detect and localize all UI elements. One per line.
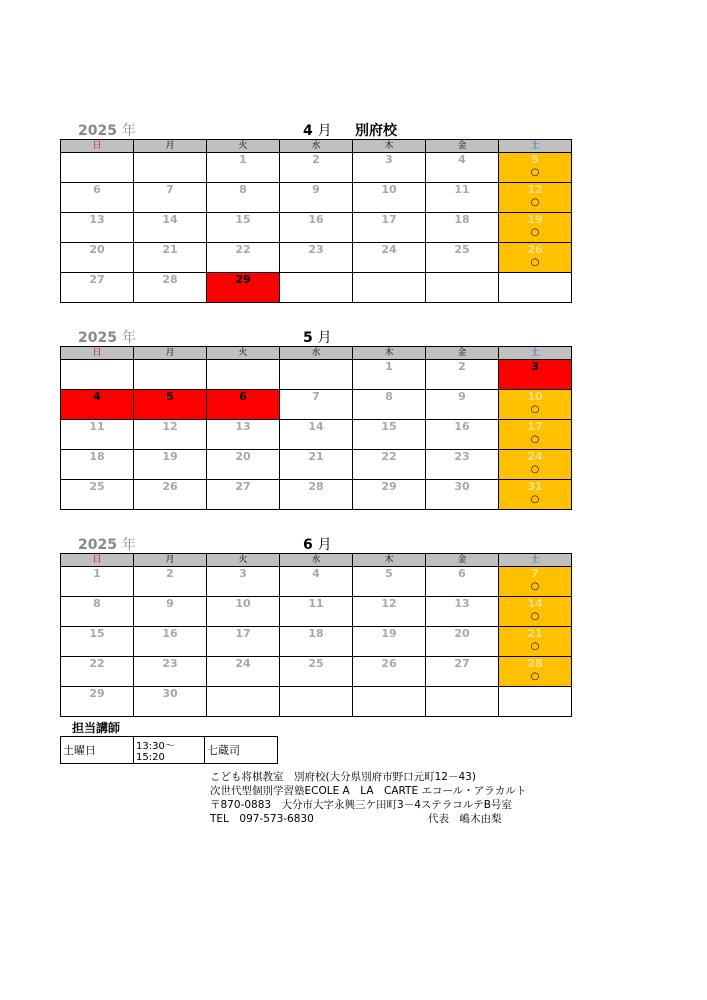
day-cell <box>499 420 572 450</box>
day-cell <box>426 657 499 687</box>
day-cell <box>61 183 134 213</box>
day-cell <box>426 360 499 390</box>
year-label: 2025 年 <box>78 330 136 346</box>
week-row <box>61 420 572 450</box>
day-cell <box>499 273 572 303</box>
day-number <box>134 153 206 167</box>
day-number: 29 <box>89 687 105 700</box>
class-mark-icon: ○ <box>530 464 540 475</box>
day-number: 27 <box>89 273 105 286</box>
day-cell <box>134 153 207 183</box>
day-cell <box>61 657 134 687</box>
day-cell <box>280 627 353 657</box>
week-row <box>61 153 572 183</box>
day-cell <box>280 183 353 213</box>
day-number: 30 <box>162 687 178 700</box>
year-label: 2025 年 <box>78 537 136 553</box>
class-mark-icon: ○ <box>530 227 540 238</box>
class-mark-icon: ○ <box>530 197 540 208</box>
weekday-header-row <box>61 140 572 153</box>
day-number: 6 <box>458 567 466 580</box>
weekday-header: 水 <box>280 140 353 153</box>
day-number: 3 <box>385 153 393 166</box>
day-cell <box>426 450 499 480</box>
day-cell <box>499 627 572 657</box>
day-cell <box>280 153 353 183</box>
day-cell <box>61 480 134 510</box>
day-cell <box>426 153 499 183</box>
week-row <box>61 597 572 627</box>
day-cell <box>134 480 207 510</box>
day-number: 7 <box>312 390 320 403</box>
day-cell <box>61 213 134 243</box>
day-cell <box>426 627 499 657</box>
weekday-header: 日 <box>61 347 134 360</box>
day-cell <box>280 420 353 450</box>
day-cell <box>426 687 499 717</box>
day-number: 28 <box>527 657 543 670</box>
day-number: 2 <box>166 567 174 580</box>
day-number: 6 <box>239 390 247 403</box>
day-number: 8 <box>239 183 247 196</box>
day-number <box>280 687 352 701</box>
day-cell <box>353 627 426 657</box>
day-cell <box>207 597 280 627</box>
day-number: 16 <box>454 420 470 433</box>
day-cell <box>207 687 280 717</box>
day-number: 7 <box>166 183 174 196</box>
day-cell <box>280 390 353 420</box>
day-cell <box>207 567 280 597</box>
day-number: 9 <box>458 390 466 403</box>
day-cell <box>280 360 353 390</box>
day-number: 24 <box>235 657 251 670</box>
day-number: 3 <box>239 567 247 580</box>
day-cell <box>280 597 353 627</box>
day-cell <box>353 687 426 717</box>
footer-line-school: こども将棋教室 別府校(大分県別府市野口元町12－43) <box>210 771 476 783</box>
footer-line-company: 次世代型個別学習塾ECOLE A LA CARTE エコール・アラカルト <box>210 785 527 797</box>
school-label: 別府校 <box>355 123 397 139</box>
weekday-header: 木 <box>353 347 426 360</box>
day-number <box>207 360 279 374</box>
day-cell <box>134 243 207 273</box>
day-number: 4 <box>93 390 101 403</box>
day-number <box>499 687 571 701</box>
day-cell <box>207 273 280 303</box>
day-number: 25 <box>89 480 105 493</box>
day-cell <box>426 273 499 303</box>
day-cell <box>353 183 426 213</box>
weekday-header: 土 <box>499 347 572 360</box>
day-number: 18 <box>89 450 105 463</box>
day-cell <box>499 687 572 717</box>
day-number: 25 <box>454 243 470 256</box>
month-label: 5 月 <box>303 330 332 346</box>
day-number: 15 <box>381 420 397 433</box>
day-cell <box>499 567 572 597</box>
day-cell <box>499 597 572 627</box>
day-number: 21 <box>308 450 324 463</box>
instructor-table <box>60 736 278 764</box>
weekday-header: 木 <box>353 140 426 153</box>
day-cell <box>353 567 426 597</box>
day-cell <box>499 213 572 243</box>
day-cell <box>61 567 134 597</box>
day-cell <box>134 567 207 597</box>
day-cell <box>280 567 353 597</box>
weekday-header: 金 <box>426 347 499 360</box>
week-row <box>61 243 572 273</box>
day-number: 4 <box>312 567 320 580</box>
weekday-header: 日 <box>61 140 134 153</box>
day-cell <box>426 480 499 510</box>
calendar-grid <box>60 553 572 717</box>
day-number <box>134 360 206 374</box>
day-cell <box>61 687 134 717</box>
day-cell <box>353 480 426 510</box>
day-cell <box>134 597 207 627</box>
day-cell <box>61 360 134 390</box>
footer-line-tel <box>210 812 590 826</box>
day-number: 27 <box>454 657 470 670</box>
class-mark-icon: ○ <box>530 671 540 682</box>
day-cell <box>280 657 353 687</box>
instructor-section <box>60 720 278 764</box>
day-number: 22 <box>89 657 105 670</box>
day-number <box>280 360 352 374</box>
footer-address <box>210 770 590 826</box>
day-cell <box>61 273 134 303</box>
day-number: 30 <box>454 480 470 493</box>
weekday-header: 水 <box>280 347 353 360</box>
day-cell <box>134 687 207 717</box>
day-cell <box>61 153 134 183</box>
day-cell <box>353 420 426 450</box>
weekday-header: 金 <box>426 554 499 567</box>
day-number: 19 <box>527 213 543 226</box>
day-number: 26 <box>381 657 397 670</box>
day-cell <box>134 627 207 657</box>
day-cell <box>280 480 353 510</box>
day-cell <box>134 183 207 213</box>
day-cell <box>353 273 426 303</box>
day-cell <box>134 450 207 480</box>
weekday-header: 木 <box>353 554 426 567</box>
calendar-may <box>60 324 572 510</box>
day-number: 21 <box>162 243 178 256</box>
week-row <box>61 390 572 420</box>
day-number: 26 <box>162 480 178 493</box>
day-number: 16 <box>162 627 178 640</box>
day-number: 17 <box>235 627 251 640</box>
day-number: 14 <box>527 597 543 610</box>
day-cell <box>499 480 572 510</box>
day-cell <box>353 390 426 420</box>
day-number: 13 <box>454 597 470 610</box>
day-cell <box>207 183 280 213</box>
day-number: 2 <box>458 360 466 373</box>
day-number: 9 <box>312 183 320 196</box>
class-mark-icon: ○ <box>530 404 540 415</box>
day-cell <box>353 213 426 243</box>
day-cell <box>207 153 280 183</box>
day-number: 5 <box>166 390 174 403</box>
day-number <box>426 273 498 287</box>
day-number: 6 <box>93 183 101 196</box>
day-number: 21 <box>527 627 543 640</box>
day-number: 12 <box>527 183 543 196</box>
day-cell <box>499 450 572 480</box>
day-cell <box>353 153 426 183</box>
class-mark-icon: ○ <box>530 167 540 178</box>
day-number: 20 <box>454 627 470 640</box>
calendar-title-row <box>60 531 572 553</box>
day-number: 11 <box>454 183 470 196</box>
class-mark-icon: ○ <box>530 494 540 505</box>
week-row <box>61 480 572 510</box>
class-mark-icon: ○ <box>530 257 540 268</box>
day-cell <box>280 687 353 717</box>
weekday-header: 月 <box>134 347 207 360</box>
month-label: 6 月 <box>303 537 332 553</box>
week-row <box>61 183 572 213</box>
day-cell <box>426 597 499 627</box>
day-number: 9 <box>166 597 174 610</box>
class-mark-icon: ○ <box>530 641 540 652</box>
day-number: 4 <box>458 153 466 166</box>
day-number: 17 <box>381 213 397 226</box>
instructor-title: 担当講師 <box>72 721 121 735</box>
day-number: 31 <box>527 480 543 493</box>
day-cell <box>134 657 207 687</box>
day-number: 12 <box>162 420 178 433</box>
class-mark-icon: ○ <box>530 611 540 622</box>
weekday-header: 日 <box>61 554 134 567</box>
day-number: 3 <box>531 360 539 373</box>
day-cell <box>353 657 426 687</box>
calendar-april <box>60 117 572 303</box>
table-row <box>61 737 278 764</box>
week-row <box>61 627 572 657</box>
day-number: 14 <box>162 213 178 226</box>
day-cell <box>280 243 353 273</box>
day-number <box>353 273 425 287</box>
day-number <box>61 153 133 167</box>
week-row <box>61 360 572 390</box>
day-number: 25 <box>308 657 324 670</box>
day-cell <box>134 390 207 420</box>
day-number <box>426 687 498 701</box>
week-row <box>61 687 572 717</box>
day-cell <box>207 420 280 450</box>
day-cell <box>426 390 499 420</box>
day-number: 20 <box>235 450 251 463</box>
day-number: 18 <box>308 627 324 640</box>
day-number: 27 <box>235 480 251 493</box>
day-cell <box>353 243 426 273</box>
day-cell <box>61 420 134 450</box>
day-number: 22 <box>381 450 397 463</box>
day-cell <box>61 450 134 480</box>
day-number: 28 <box>308 480 324 493</box>
day-cell <box>207 390 280 420</box>
day-cell <box>280 213 353 243</box>
class-mark-icon: ○ <box>530 434 540 445</box>
day-number: 10 <box>527 390 543 403</box>
day-cell <box>134 213 207 243</box>
day-number: 13 <box>235 420 251 433</box>
day-number: 10 <box>381 183 397 196</box>
weekday-header-row <box>61 347 572 360</box>
day-cell <box>499 153 572 183</box>
weekday-header: 火 <box>207 140 280 153</box>
day-number <box>280 273 352 287</box>
day-number: 19 <box>381 627 397 640</box>
day-cell <box>499 360 572 390</box>
day-cell <box>207 450 280 480</box>
day-cell <box>426 420 499 450</box>
day-cell <box>134 273 207 303</box>
day-cell <box>207 627 280 657</box>
day-number: 11 <box>308 597 324 610</box>
day-cell <box>499 243 572 273</box>
day-number <box>61 360 133 374</box>
day-number: 22 <box>235 243 251 256</box>
day-cell <box>426 243 499 273</box>
week-row <box>61 213 572 243</box>
instructor-name: 七蔵司 <box>205 737 278 764</box>
day-number: 1 <box>93 567 101 580</box>
day-cell <box>207 480 280 510</box>
day-number: 23 <box>308 243 324 256</box>
day-cell <box>134 360 207 390</box>
calendar-grid <box>60 346 572 510</box>
weekday-header: 月 <box>134 554 207 567</box>
calendar-grid <box>60 139 572 303</box>
day-cell <box>353 597 426 627</box>
day-number: 2 <box>312 153 320 166</box>
day-number: 26 <box>527 243 543 256</box>
day-number: 10 <box>235 597 251 610</box>
day-cell <box>61 597 134 627</box>
day-number: 15 <box>89 627 105 640</box>
weekday-header: 土 <box>499 140 572 153</box>
day-number: 24 <box>527 450 543 463</box>
day-number: 13 <box>89 213 105 226</box>
footer-line-address: 〒870-0883 大分市大字永興三ケ田町3－4ステラコルテB号室 <box>210 799 512 811</box>
day-number: 18 <box>454 213 470 226</box>
day-number: 29 <box>235 273 251 286</box>
day-number: 20 <box>89 243 105 256</box>
day-number: 1 <box>385 360 393 373</box>
day-cell <box>61 390 134 420</box>
day-number: 15 <box>235 213 251 226</box>
weekday-header: 月 <box>134 140 207 153</box>
phone-number: TEL 097-573-6830 <box>210 813 314 825</box>
day-number: 8 <box>93 597 101 610</box>
day-number: 11 <box>89 420 105 433</box>
day-number: 24 <box>381 243 397 256</box>
day-cell <box>426 183 499 213</box>
day-cell <box>61 243 134 273</box>
week-row <box>61 567 572 597</box>
day-number: 28 <box>162 273 178 286</box>
day-cell <box>134 420 207 450</box>
weekday-header: 土 <box>499 554 572 567</box>
weekday-header-row <box>61 554 572 567</box>
month-label: 4 月 <box>303 123 332 139</box>
day-number: 23 <box>162 657 178 670</box>
day-number: 5 <box>531 153 539 166</box>
day-number: 19 <box>162 450 178 463</box>
day-cell <box>353 450 426 480</box>
week-row <box>61 450 572 480</box>
instructor-time: 13:30～15:20 <box>134 737 205 764</box>
day-number: 5 <box>385 567 393 580</box>
calendar-june <box>60 531 572 717</box>
day-cell <box>207 657 280 687</box>
calendar-title-row <box>60 324 572 346</box>
weekday-header: 水 <box>280 554 353 567</box>
day-number: 16 <box>308 213 324 226</box>
weekday-header: 金 <box>426 140 499 153</box>
day-cell <box>499 390 572 420</box>
day-number: 17 <box>527 420 543 433</box>
day-number <box>353 687 425 701</box>
day-number <box>207 687 279 701</box>
day-number: 29 <box>381 480 397 493</box>
day-cell <box>207 360 280 390</box>
day-number: 12 <box>381 597 397 610</box>
day-cell <box>426 213 499 243</box>
day-cell <box>426 567 499 597</box>
day-cell <box>61 627 134 657</box>
day-number: 14 <box>308 420 324 433</box>
week-row <box>61 657 572 687</box>
day-number: 1 <box>239 153 247 166</box>
weekday-header: 火 <box>207 347 280 360</box>
calendar-title-row <box>60 117 572 139</box>
instructor-day: 土曜日 <box>61 737 134 764</box>
week-row <box>61 273 572 303</box>
day-cell <box>280 450 353 480</box>
class-mark-icon: ○ <box>530 581 540 592</box>
day-cell <box>499 657 572 687</box>
day-number: 7 <box>531 567 539 580</box>
day-cell <box>499 183 572 213</box>
day-cell <box>207 213 280 243</box>
day-cell <box>280 273 353 303</box>
year-label: 2025 年 <box>78 123 136 139</box>
weekday-header: 火 <box>207 554 280 567</box>
day-number: 23 <box>454 450 470 463</box>
day-cell <box>353 360 426 390</box>
day-cell <box>207 243 280 273</box>
representative: 代表 嶋木由梨 <box>428 813 502 825</box>
day-number: 8 <box>385 390 393 403</box>
day-number <box>499 273 571 287</box>
